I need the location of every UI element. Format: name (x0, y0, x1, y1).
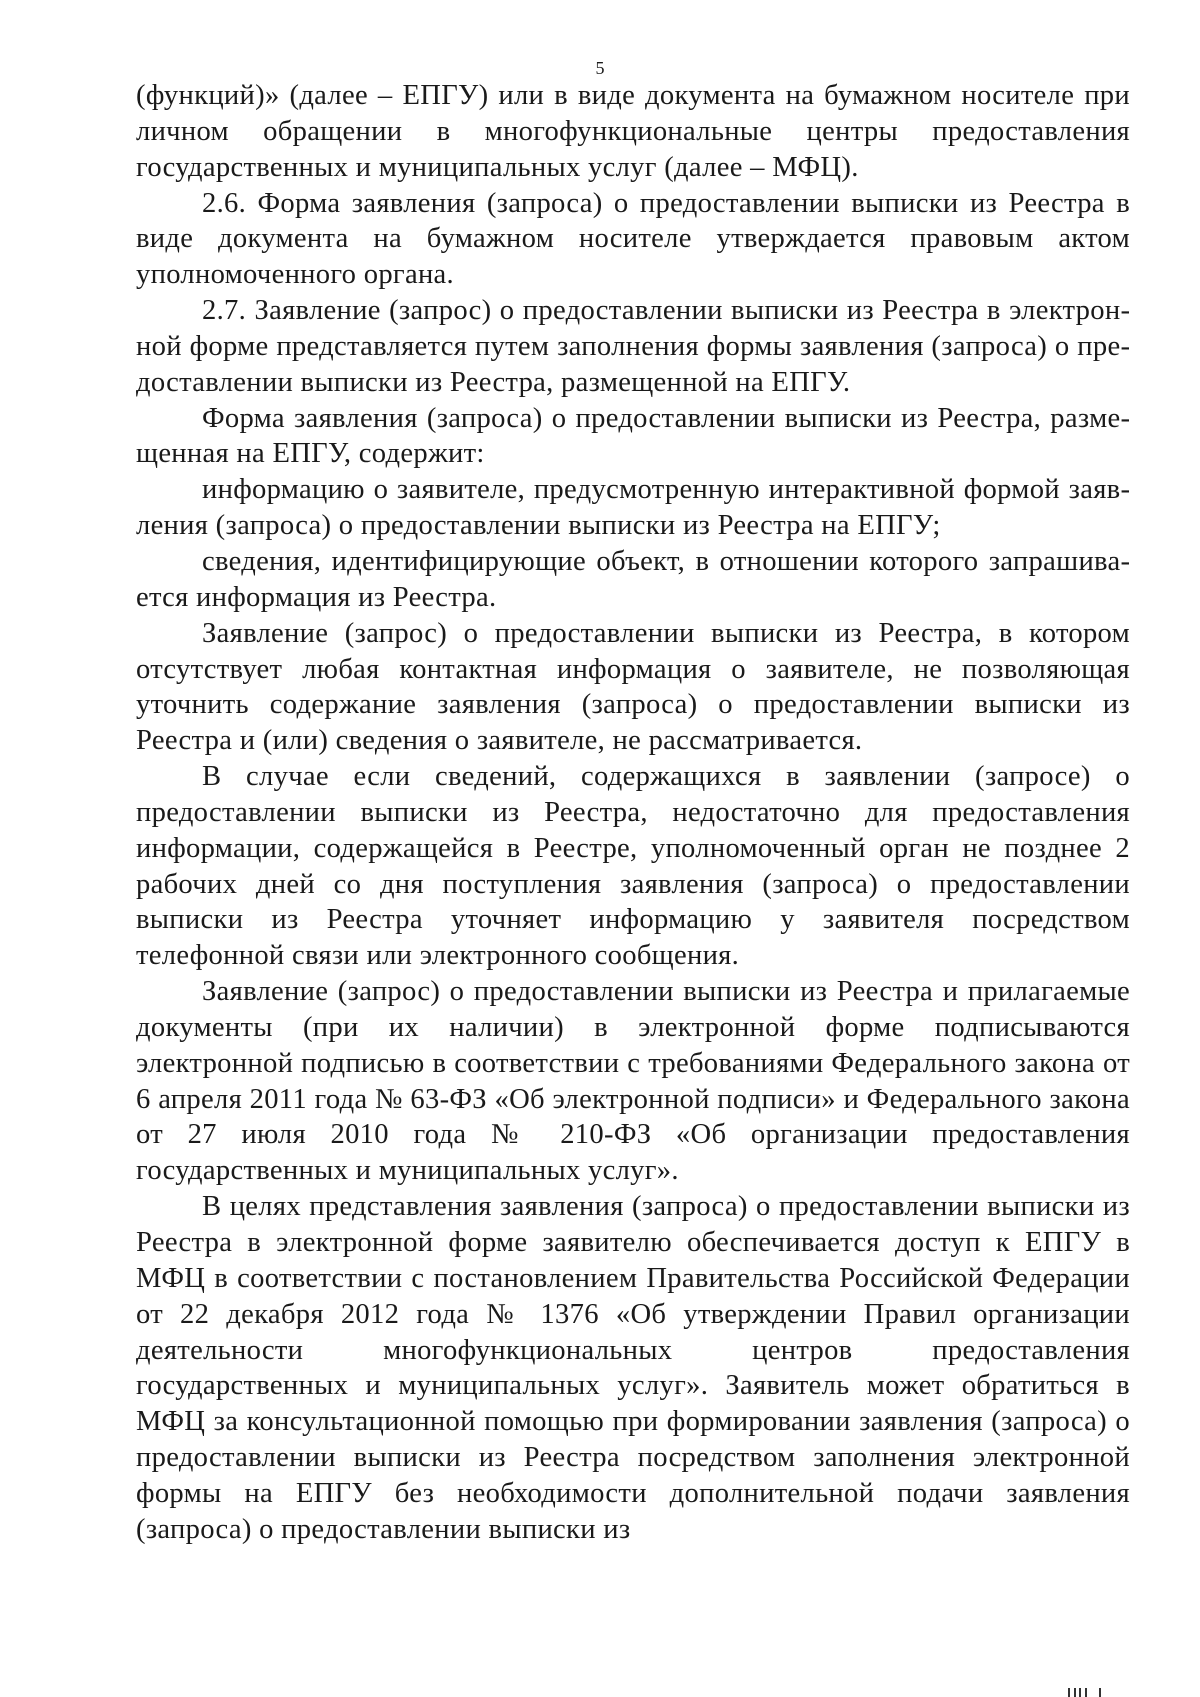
paragraph-continuation: (функций)» (далее – ЕПГУ) или в виде документа на бумажном носителе при личном обращении в многофункциональные центры предоставления государственных и муниципальных услуг (далее – МФЦ). (136, 80, 1130, 183)
document-body (136, 78, 1130, 1548)
paragraph-2-7: 2.7. Заявление (запрос) о предоставлении выписки из Реестра в электронной форме представляется путем заполнения формы заявления (запроса) о предоставлении выписки из Реестра, размещенной на ЕПГУ. (136, 295, 1130, 398)
page-number: 5 (595, 58, 605, 78)
paragraph-2-6: 2.6. Форма заявления (запроса) о предоставлении выписки из Реестра в виде документа на бумажном носителе утверждается правовым актом уполномоченного органа. (136, 187, 1130, 291)
paragraph-form-contents: Форма заявления (запроса) о предоставлении выписки из Реестра, размещенная на ЕПГУ, содержит: (136, 402, 1130, 470)
paragraph-mfc-access: В целях представления заявления (запроса) о предоставлении выписки из Реестра в электронной форме заявителю обеспечивается доступ к ЕПГУ в МФЦ в соответствии с постановлением Правительства Российской Федерации от 22 декабря 2012 года № 1376 «Об утверждении Правил организации деятельности многофункциональных центров предоставления государственных и муниципальных услуг». Заявитель может обратиться в МФЦ за консультационной помощью при формировании заявления (запроса) о предоставлении выписки из Реестра посредством заполнения электронной формы на ЕПГУ без необходимости дополнительной подачи заявления (запроса) о предоставлении выписки из (136, 1191, 1130, 1545)
paragraph-no-contact: Заявление (запрос) о предоставлении выписки из Реестра, в котором отсутствует любая контактная информация о заявителе, не позволяющая уточнить содержание заявления (запроса) о предоставлении выписки из Реестра и (или) сведения о заявителе, не рассматривается. (136, 617, 1130, 757)
paragraph-insufficient-info: В случае если сведений, содержащихся в заявлении (запросе) о предоставлении выписки из Реестра, недостаточно для предоставления информации, содержащейся в Реестре, уполномоченный орган не позднее 2 рабочих дней со дня поступления заявления (запроса) о предоставлении выписки из Реестра уточняет информацию у заявителя посредством телефонной связи или электронного сообщения. (136, 761, 1130, 972)
paragraph-object-info: сведения, идентифицирующие объект, в отношении которого запрашивается информация из Реестра. (136, 545, 1130, 613)
paragraph-electronic-signature: Заявление (запрос) о предоставлении выписки из Реестра и прилагаемые документы (при их наличии) в электронной форме подписываются электронной подписью в соответствии с требованиями Федерального закона от 6 апреля 2011 года № 63-ФЗ «Об электронной подписи» и Федерального закона от 27 июля 2010 года № 210-ФЗ «Об организации предоставления государственных и муниципальных услуг». (136, 976, 1130, 1187)
paragraph-applicant-info: информацию о заявителе, предусмотренную интерактивной формой заявления (запроса) о предоставлении выписки из Реестра на ЕПГУ; (136, 474, 1130, 542)
scan-edge-marks (1066, 1682, 1106, 1697)
